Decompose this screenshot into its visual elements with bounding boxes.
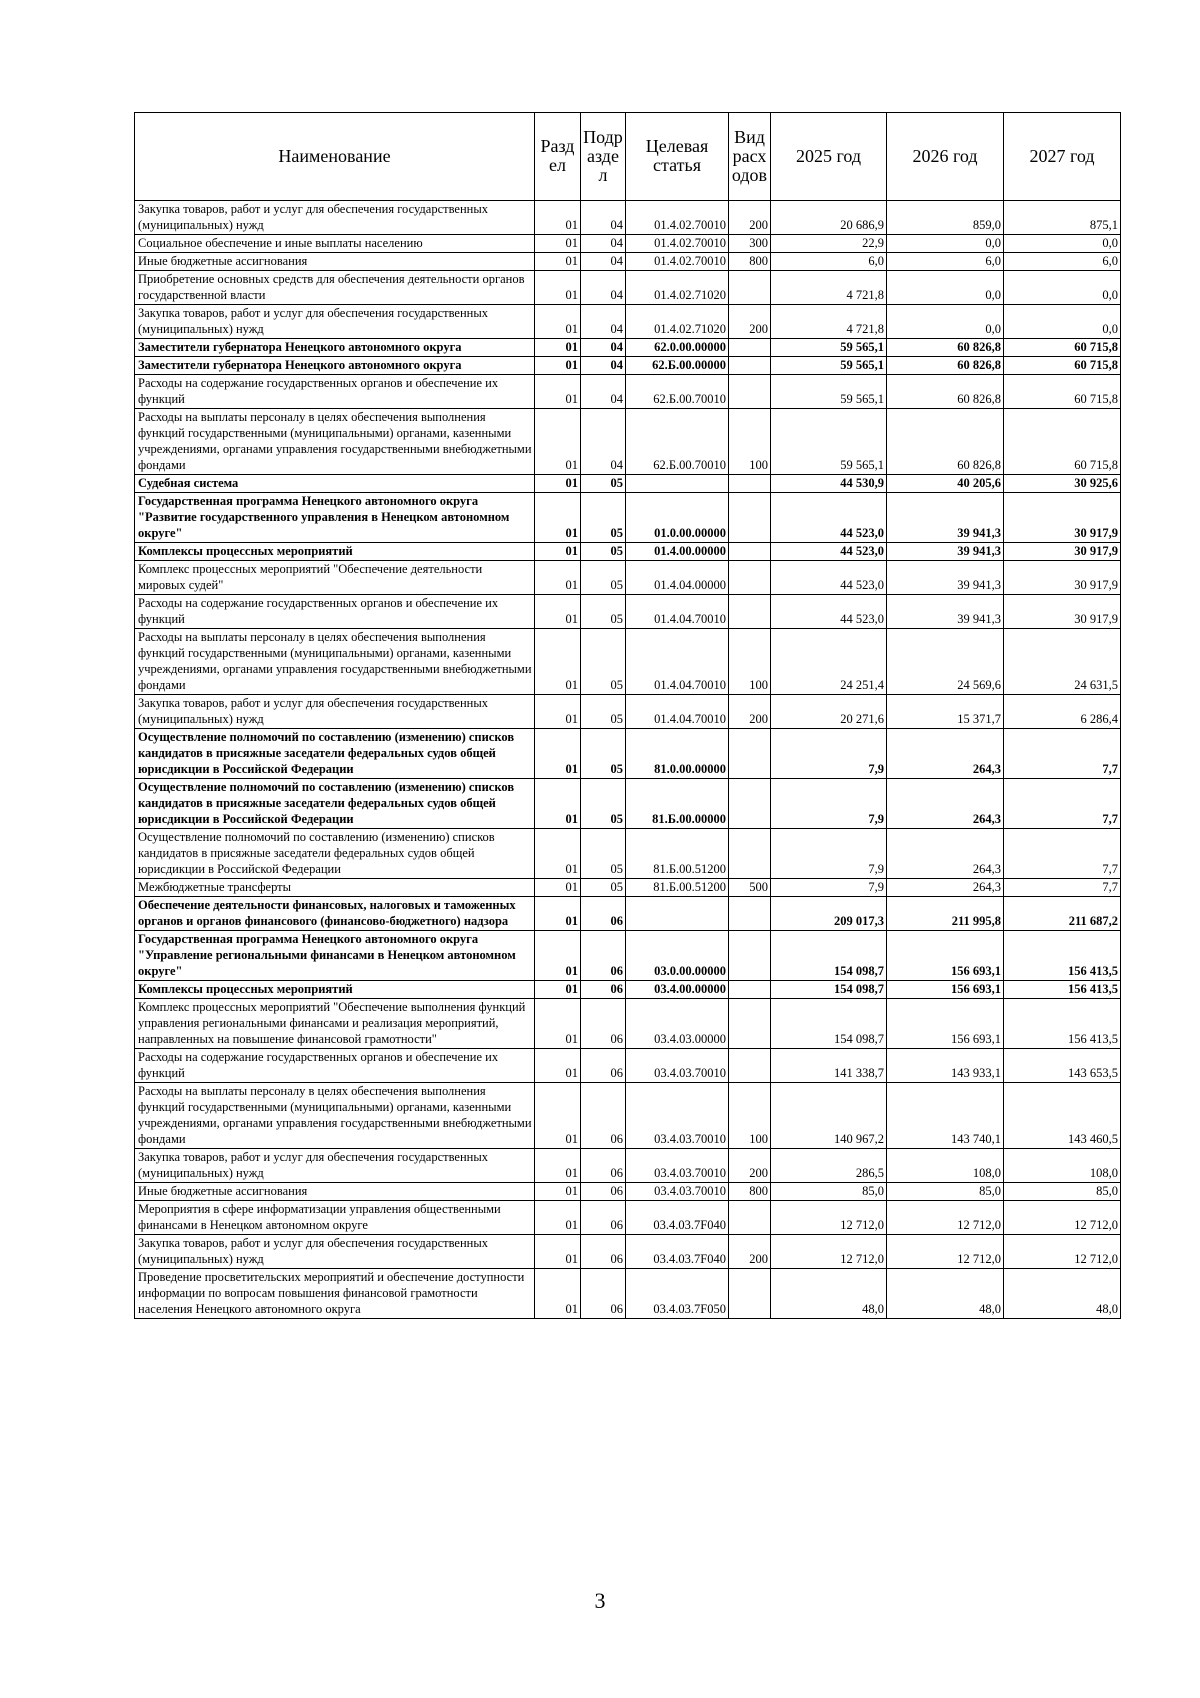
cell-section: 01 (535, 375, 581, 409)
table-row (135, 201, 1121, 235)
column-header-name: Наименование (135, 113, 535, 201)
cell-subsection: 04 (581, 409, 626, 475)
cell-target: 62.Б.00.70010 (626, 375, 729, 409)
cell-name: Комплекс процессных мероприятий "Обеспечение деятельности мировых судей" (135, 561, 535, 595)
cell-target: 62.0.00.00000 (626, 339, 729, 357)
cell-2025: 59 565,1 (771, 375, 887, 409)
cell-name: Расходы на содержание государственных органов и обеспечение их функций (135, 375, 535, 409)
cell-2026: 108,0 (887, 1149, 1004, 1183)
cell-section: 01 (535, 271, 581, 305)
table-row (135, 357, 1121, 375)
cell-name: Иные бюджетные ассигнования (135, 253, 535, 271)
cell-2026: 143 740,1 (887, 1083, 1004, 1149)
cell-subsection: 06 (581, 1235, 626, 1269)
cell-2025: 44 523,0 (771, 543, 887, 561)
column-header-2027: 2027 год (1004, 113, 1121, 201)
cell-2025: 85,0 (771, 1183, 887, 1201)
cell-subsection: 06 (581, 1201, 626, 1235)
cell-2027: 7,7 (1004, 879, 1121, 897)
cell-2027: 12 712,0 (1004, 1235, 1121, 1269)
cell-section: 01 (535, 829, 581, 879)
cell-2025: 22,9 (771, 235, 887, 253)
cell-2026: 39 941,3 (887, 493, 1004, 543)
cell-section: 01 (535, 779, 581, 829)
cell-2025: 7,9 (771, 829, 887, 879)
table-row (135, 1269, 1121, 1319)
cell-2025: 59 565,1 (771, 409, 887, 475)
cell-section: 01 (535, 1183, 581, 1201)
table-row (135, 981, 1121, 999)
cell-name: Государственная программа Ненецкого автономного округа "Развитие государственного управления в Ненецком автономном округе" (135, 493, 535, 543)
cell-kind (729, 493, 771, 543)
cell-kind (729, 897, 771, 931)
cell-target: 81.0.00.00000 (626, 729, 729, 779)
budget-table (134, 112, 1121, 1319)
cell-2025: 44 530,9 (771, 475, 887, 493)
cell-subsection: 06 (581, 1183, 626, 1201)
cell-2025: 286,5 (771, 1149, 887, 1183)
cell-2026: 264,3 (887, 779, 1004, 829)
cell-name: Расходы на выплаты персоналу в целях обеспечения выполнения функций государственными (муниципальными) органами, казенными учреждениями, органами управления государственными внебюджетными фондами (135, 409, 535, 475)
cell-2026: 156 693,1 (887, 931, 1004, 981)
cell-subsection: 06 (581, 931, 626, 981)
cell-name: Осуществление полномочий по составлению (изменению) списков кандидатов в присяжные заседатели федеральных судов общей юрисдикции в Российской Федерации (135, 829, 535, 879)
cell-2027: 30 917,9 (1004, 561, 1121, 595)
cell-target: 01.4.02.70010 (626, 253, 729, 271)
cell-section: 01 (535, 561, 581, 595)
cell-2026: 60 826,8 (887, 357, 1004, 375)
cell-name: Комплексы процессных мероприятий (135, 543, 535, 561)
table-row (135, 271, 1121, 305)
cell-kind: 100 (729, 409, 771, 475)
cell-target: 03.4.03.00000 (626, 999, 729, 1049)
cell-section: 01 (535, 981, 581, 999)
table-row (135, 897, 1121, 931)
column-header-2026: 2026 год (887, 113, 1004, 201)
cell-target (626, 897, 729, 931)
table-row (135, 561, 1121, 595)
cell-target: 81.Б.00.51200 (626, 829, 729, 879)
cell-2027: 0,0 (1004, 235, 1121, 253)
table-body (135, 201, 1121, 1319)
table-row (135, 595, 1121, 629)
table-row (135, 375, 1121, 409)
column-header-target: Целевая статья (626, 113, 729, 201)
cell-kind: 300 (729, 235, 771, 253)
cell-kind: 200 (729, 201, 771, 235)
cell-subsection: 06 (581, 1083, 626, 1149)
table-row (135, 629, 1121, 695)
cell-2025: 44 523,0 (771, 595, 887, 629)
cell-kind (729, 779, 771, 829)
cell-subsection: 04 (581, 357, 626, 375)
cell-2026: 60 826,8 (887, 409, 1004, 475)
cell-name: Расходы на содержание государственных органов и обеспечение их функций (135, 1049, 535, 1083)
cell-2027: 60 715,8 (1004, 375, 1121, 409)
cell-section: 01 (535, 1049, 581, 1083)
cell-2027: 156 413,5 (1004, 999, 1121, 1049)
cell-kind (729, 271, 771, 305)
cell-target: 62.Б.00.00000 (626, 357, 729, 375)
cell-target: 01.4.04.00000 (626, 561, 729, 595)
cell-2026: 0,0 (887, 271, 1004, 305)
cell-2026: 0,0 (887, 235, 1004, 253)
cell-2025: 141 338,7 (771, 1049, 887, 1083)
table-row (135, 999, 1121, 1049)
cell-section: 01 (535, 729, 581, 779)
cell-2027: 143 653,5 (1004, 1049, 1121, 1083)
cell-subsection: 05 (581, 543, 626, 561)
cell-subsection: 05 (581, 595, 626, 629)
cell-section: 01 (535, 1201, 581, 1235)
cell-2025: 154 098,7 (771, 999, 887, 1049)
table-row (135, 493, 1121, 543)
cell-2027: 60 715,8 (1004, 357, 1121, 375)
cell-subsection: 04 (581, 305, 626, 339)
cell-name: Закупка товаров, работ и услуг для обеспечения государственных (муниципальных) нужд (135, 201, 535, 235)
cell-subsection: 05 (581, 695, 626, 729)
table-row (135, 931, 1121, 981)
cell-target: 03.4.03.7F040 (626, 1235, 729, 1269)
cell-2025: 44 523,0 (771, 493, 887, 543)
cell-target: 01.4.02.70010 (626, 235, 729, 253)
cell-target: 62.Б.00.70010 (626, 409, 729, 475)
cell-2027: 30 917,9 (1004, 595, 1121, 629)
page-number: 3 (594, 1588, 606, 1613)
cell-section: 01 (535, 235, 581, 253)
cell-2027: 156 413,5 (1004, 981, 1121, 999)
cell-name: Проведение просветительских мероприятий и обеспечение доступности информации по вопросам повышения финансовой грамотности населения Ненецкого автономного округа (135, 1269, 535, 1319)
cell-name: Комплексы процессных мероприятий (135, 981, 535, 999)
cell-2027: 211 687,2 (1004, 897, 1121, 931)
cell-name: Мероприятия в сфере информатизации управления общественными финансами в Ненецком автономном округе (135, 1201, 535, 1235)
column-header-subsection: Подр азде л (581, 113, 626, 201)
cell-name: Заместители губернатора Ненецкого автономного округа (135, 357, 535, 375)
cell-2027: 30 925,6 (1004, 475, 1121, 493)
cell-kind (729, 543, 771, 561)
cell-subsection: 06 (581, 999, 626, 1049)
cell-2027: 0,0 (1004, 305, 1121, 339)
cell-2026: 85,0 (887, 1183, 1004, 1201)
table-row (135, 235, 1121, 253)
cell-target: 03.4.03.7F050 (626, 1269, 729, 1319)
cell-target: 01.4.02.71020 (626, 271, 729, 305)
cell-2027: 875,1 (1004, 201, 1121, 235)
cell-kind: 800 (729, 1183, 771, 1201)
table-row (135, 1235, 1121, 1269)
cell-2025: 7,9 (771, 779, 887, 829)
table-row (135, 305, 1121, 339)
cell-2026: 39 941,3 (887, 595, 1004, 629)
cell-2027: 143 460,5 (1004, 1083, 1121, 1149)
cell-kind (729, 375, 771, 409)
cell-section: 01 (535, 629, 581, 695)
table-row (135, 879, 1121, 897)
cell-kind (729, 595, 771, 629)
cell-target: 03.4.00.00000 (626, 981, 729, 999)
cell-target: 03.4.03.70010 (626, 1149, 729, 1183)
table-row (135, 695, 1121, 729)
cell-subsection: 04 (581, 375, 626, 409)
column-header-section: Разд ел (535, 113, 581, 201)
cell-section: 01 (535, 897, 581, 931)
cell-2026: 264,3 (887, 879, 1004, 897)
cell-section: 01 (535, 1149, 581, 1183)
table-row (135, 829, 1121, 879)
cell-kind (729, 1049, 771, 1083)
cell-2025: 4 721,8 (771, 305, 887, 339)
cell-name: Обеспечение деятельности финансовых, налоговых и таможенных органов и органов финансового (финансово-бюджетного) надзора (135, 897, 535, 931)
table-row (135, 1183, 1121, 1201)
cell-2026: 12 712,0 (887, 1201, 1004, 1235)
cell-section: 01 (535, 999, 581, 1049)
cell-target: 01.4.04.70010 (626, 629, 729, 695)
cell-subsection: 04 (581, 339, 626, 357)
cell-kind: 200 (729, 1149, 771, 1183)
cell-kind: 100 (729, 1083, 771, 1149)
cell-section: 01 (535, 595, 581, 629)
table-row (135, 253, 1121, 271)
cell-2025: 209 017,3 (771, 897, 887, 931)
table-row (135, 1083, 1121, 1149)
cell-kind: 200 (729, 305, 771, 339)
cell-2025: 59 565,1 (771, 357, 887, 375)
cell-section: 01 (535, 1269, 581, 1319)
cell-2025: 154 098,7 (771, 981, 887, 999)
column-header-2025: 2025 год (771, 113, 887, 201)
cell-2025: 20 271,6 (771, 695, 887, 729)
cell-2025: 6,0 (771, 253, 887, 271)
cell-subsection: 05 (581, 475, 626, 493)
cell-target (626, 475, 729, 493)
budget-sheet (134, 112, 1120, 1319)
cell-name: Закупка товаров, работ и услуг для обеспечения государственных (муниципальных) нужд (135, 695, 535, 729)
cell-section: 01 (535, 1235, 581, 1269)
cell-subsection: 06 (581, 897, 626, 931)
cell-2025: 7,9 (771, 729, 887, 779)
cell-2025: 140 967,2 (771, 1083, 887, 1149)
cell-target: 01.4.04.70010 (626, 695, 729, 729)
cell-kind (729, 999, 771, 1049)
cell-2027: 7,7 (1004, 829, 1121, 879)
cell-subsection: 05 (581, 493, 626, 543)
table-row (135, 1201, 1121, 1235)
cell-2025: 20 686,9 (771, 201, 887, 235)
cell-subsection: 06 (581, 1049, 626, 1083)
cell-2027: 7,7 (1004, 729, 1121, 779)
table-header-row (135, 113, 1121, 201)
cell-subsection: 04 (581, 271, 626, 305)
cell-2027: 0,0 (1004, 271, 1121, 305)
cell-section: 01 (535, 253, 581, 271)
table-row (135, 779, 1121, 829)
cell-name: Расходы на выплаты персоналу в целях обеспечения выполнения функций государственными (муниципальными) органами, казенными учреждениями, органами управления государственными внебюджетными фондами (135, 629, 535, 695)
cell-kind (729, 339, 771, 357)
cell-section: 01 (535, 201, 581, 235)
table-row (135, 1049, 1121, 1083)
table-row (135, 543, 1121, 561)
cell-2026: 6,0 (887, 253, 1004, 271)
cell-2026: 60 826,8 (887, 339, 1004, 357)
table-row (135, 729, 1121, 779)
cell-kind (729, 357, 771, 375)
cell-name: Социальное обеспечение и иные выплаты населению (135, 235, 535, 253)
cell-kind: 200 (729, 1235, 771, 1269)
cell-2026: 0,0 (887, 305, 1004, 339)
cell-target: 03.0.00.00000 (626, 931, 729, 981)
column-header-kind: Вид расх одов (729, 113, 771, 201)
cell-target: 01.4.02.71020 (626, 305, 729, 339)
cell-subsection: 05 (581, 561, 626, 595)
cell-kind (729, 829, 771, 879)
cell-subsection: 05 (581, 729, 626, 779)
cell-2026: 15 371,7 (887, 695, 1004, 729)
cell-2025: 154 098,7 (771, 931, 887, 981)
cell-name: Закупка товаров, работ и услуг для обеспечения государственных (муниципальных) нужд (135, 1235, 535, 1269)
cell-2026: 40 205,6 (887, 475, 1004, 493)
cell-kind (729, 981, 771, 999)
table-row (135, 1149, 1121, 1183)
cell-section: 01 (535, 879, 581, 897)
cell-subsection: 04 (581, 253, 626, 271)
cell-2027: 85,0 (1004, 1183, 1121, 1201)
cell-2026: 60 826,8 (887, 375, 1004, 409)
cell-2027: 6 286,4 (1004, 695, 1121, 729)
cell-2027: 6,0 (1004, 253, 1121, 271)
cell-2025: 12 712,0 (771, 1201, 887, 1235)
cell-name: Осуществление полномочий по составлению (изменению) списков кандидатов в присяжные заседатели федеральных судов общей юрисдикции в Российской Федерации (135, 779, 535, 829)
cell-section: 01 (535, 695, 581, 729)
cell-2027: 108,0 (1004, 1149, 1121, 1183)
cell-target: 01.4.00.00000 (626, 543, 729, 561)
cell-target: 03.4.03.70010 (626, 1049, 729, 1083)
cell-kind (729, 1269, 771, 1319)
cell-name: Судебная система (135, 475, 535, 493)
table-row (135, 475, 1121, 493)
cell-2027: 60 715,8 (1004, 409, 1121, 475)
cell-subsection: 06 (581, 1269, 626, 1319)
cell-target: 03.4.03.70010 (626, 1183, 729, 1201)
cell-subsection: 05 (581, 879, 626, 897)
cell-2026: 12 712,0 (887, 1235, 1004, 1269)
table-row (135, 409, 1121, 475)
cell-section: 01 (535, 305, 581, 339)
cell-target: 01.0.00.00000 (626, 493, 729, 543)
cell-2026: 39 941,3 (887, 543, 1004, 561)
cell-target: 81.Б.00.51200 (626, 879, 729, 897)
cell-2026: 156 693,1 (887, 981, 1004, 999)
cell-target: 03.4.03.7F040 (626, 1201, 729, 1235)
cell-2027: 60 715,8 (1004, 339, 1121, 357)
cell-2026: 48,0 (887, 1269, 1004, 1319)
cell-kind: 100 (729, 629, 771, 695)
cell-2026: 264,3 (887, 829, 1004, 879)
cell-target: 03.4.03.70010 (626, 1083, 729, 1149)
cell-kind (729, 561, 771, 595)
cell-section: 01 (535, 409, 581, 475)
cell-name: Комплекс процессных мероприятий "Обеспечение выполнения функций управления региональными финансами и реализация мероприятий, направленных на повышение финансовой грамотности" (135, 999, 535, 1049)
cell-subsection: 04 (581, 201, 626, 235)
cell-section: 01 (535, 931, 581, 981)
cell-kind (729, 931, 771, 981)
cell-kind (729, 475, 771, 493)
cell-2026: 39 941,3 (887, 561, 1004, 595)
cell-target: 01.4.04.70010 (626, 595, 729, 629)
cell-name: Иные бюджетные ассигнования (135, 1183, 535, 1201)
cell-2026: 143 933,1 (887, 1049, 1004, 1083)
cell-subsection: 06 (581, 981, 626, 999)
cell-2026: 859,0 (887, 201, 1004, 235)
cell-2027: 30 917,9 (1004, 493, 1121, 543)
cell-section: 01 (535, 475, 581, 493)
cell-2027: 48,0 (1004, 1269, 1121, 1319)
cell-2025: 24 251,4 (771, 629, 887, 695)
table-row (135, 339, 1121, 357)
cell-subsection: 05 (581, 779, 626, 829)
cell-target: 81.Б.00.00000 (626, 779, 729, 829)
cell-section: 01 (535, 357, 581, 375)
cell-kind: 200 (729, 695, 771, 729)
cell-2027: 156 413,5 (1004, 931, 1121, 981)
cell-subsection: 04 (581, 235, 626, 253)
cell-name: Закупка товаров, работ и услуг для обеспечения государственных (муниципальных) нужд (135, 1149, 535, 1183)
cell-2027: 12 712,0 (1004, 1201, 1121, 1235)
cell-2025: 7,9 (771, 879, 887, 897)
cell-name: Закупка товаров, работ и услуг для обеспечения государственных (муниципальных) нужд (135, 305, 535, 339)
cell-name: Осуществление полномочий по составлению (изменению) списков кандидатов в присяжные заседатели федеральных судов общей юрисдикции в Российской Федерации (135, 729, 535, 779)
cell-2025: 48,0 (771, 1269, 887, 1319)
cell-name: Приобретение основных средств для обеспечения деятельности органов государственной власти (135, 271, 535, 305)
cell-section: 01 (535, 1083, 581, 1149)
cell-2026: 264,3 (887, 729, 1004, 779)
cell-2027: 24 631,5 (1004, 629, 1121, 695)
cell-kind (729, 729, 771, 779)
cell-2026: 211 995,8 (887, 897, 1004, 931)
cell-2025: 44 523,0 (771, 561, 887, 595)
cell-2026: 156 693,1 (887, 999, 1004, 1049)
cell-name: Межбюджетные трансферты (135, 879, 535, 897)
cell-kind: 500 (729, 879, 771, 897)
cell-kind (729, 1201, 771, 1235)
cell-section: 01 (535, 339, 581, 357)
cell-subsection: 06 (581, 1149, 626, 1183)
cell-2025: 4 721,8 (771, 271, 887, 305)
cell-2025: 59 565,1 (771, 339, 887, 357)
cell-name: Расходы на содержание государственных органов и обеспечение их функций (135, 595, 535, 629)
cell-subsection: 05 (581, 829, 626, 879)
cell-target: 01.4.02.70010 (626, 201, 729, 235)
cell-section: 01 (535, 543, 581, 561)
cell-name: Расходы на выплаты персоналу в целях обеспечения выполнения функций государственными (муниципальными) органами, казенными учреждениями, органами управления государственными внебюджетными фондами (135, 1083, 535, 1149)
cell-kind: 800 (729, 253, 771, 271)
cell-2027: 30 917,9 (1004, 543, 1121, 561)
cell-name: Государственная программа Ненецкого автономного округа "Управление региональными финансами в Ненецком автономном округе" (135, 931, 535, 981)
cell-section: 01 (535, 493, 581, 543)
cell-2025: 12 712,0 (771, 1235, 887, 1269)
cell-subsection: 05 (581, 629, 626, 695)
cell-name: Заместители губернатора Ненецкого автономного округа (135, 339, 535, 357)
cell-2026: 24 569,6 (887, 629, 1004, 695)
cell-2027: 7,7 (1004, 779, 1121, 829)
